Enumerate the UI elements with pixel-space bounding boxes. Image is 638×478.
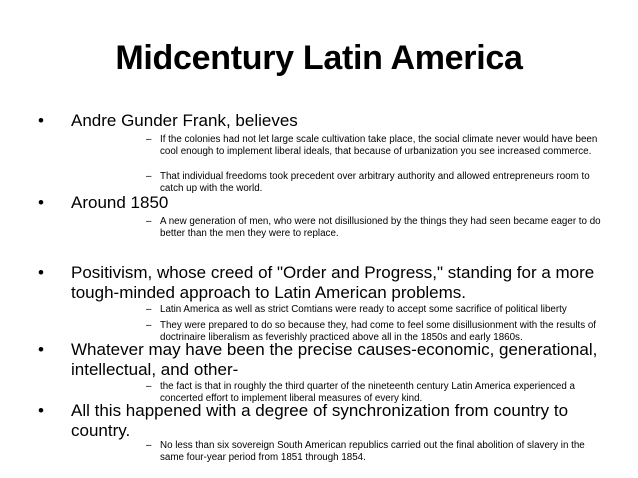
sub-bullet-text: A new generation of men, who were not disillusioned by the things they had seen became eager to do better than the men they were to replace.	[160, 216, 601, 239]
bullet-item	[38, 111, 608, 131]
bullet-text: Andre Gunder Frank, believes	[71, 111, 298, 130]
sub-bullet-item	[146, 216, 606, 240]
bullet-item	[38, 401, 608, 441]
bullet-item	[38, 193, 608, 213]
bullet-text: All this happened with a degree of synchronization from country to country.	[71, 401, 569, 440]
sub-bullet-text: the fact is that in roughly the third quarter of the nineteenth century Latin America experienced a concerted effort to implement liberal measures of every kind.	[160, 381, 575, 404]
bullet-marker: •	[38, 193, 44, 212]
bullet-text: Positivism, whose creed of "Order and Progress," standing for a more tough-minded approach to Latin American problems.	[71, 263, 595, 302]
sub-bullet-marker: –	[146, 320, 152, 331]
sub-bullet-item	[146, 440, 606, 464]
sub-bullet-text: Latin America as well as strict Comtians were ready to accept some sacrifice of political liberty	[160, 304, 567, 315]
bullet-text: Whatever may have been the precise causes-economic, generational, intellectual, and other-	[71, 340, 598, 379]
bullet-marker: •	[38, 263, 44, 282]
sub-bullet-text: If the colonies had not let large scale cultivation take place, the social climate never would have been cool enough to implement liberal ideals, that because of urbanization you see increased commerce.	[160, 134, 598, 157]
slide-title: Midcentury Latin America	[115, 39, 523, 77]
sub-bullet-marker: –	[146, 216, 152, 227]
sub-bullet-marker: –	[146, 171, 152, 182]
sub-bullet-marker: –	[146, 134, 152, 145]
sub-bullet-item	[146, 304, 606, 316]
sub-bullet-marker: –	[146, 381, 152, 392]
sub-bullet-item	[146, 171, 606, 195]
sub-bullet-text: They were prepared to do so because they, had come to feel some disillusionment with the results of doctrinaire liberalism as feverishly practiced above all in the 1850s and early 1860s.	[160, 320, 597, 343]
bullet-marker: •	[38, 111, 44, 130]
sub-bullet-marker: –	[146, 440, 152, 451]
bullet-text: Around 1850	[71, 193, 169, 212]
sub-bullet-text: No less than six sovereign South American republics carried out the final abolition of slavery in the same four-year period from 1851 through 1854.	[160, 440, 585, 463]
bullet-item	[38, 263, 608, 303]
bullet-marker: •	[38, 401, 44, 420]
sub-bullet-text: That individual freedoms took precedent over arbitrary authority and allowed entrepreneurs room to catch up with the world.	[160, 171, 590, 194]
sub-bullet-marker: –	[146, 304, 152, 315]
sub-bullet-item	[146, 134, 606, 158]
bullet-item	[38, 340, 608, 380]
bullet-marker: •	[38, 340, 44, 359]
